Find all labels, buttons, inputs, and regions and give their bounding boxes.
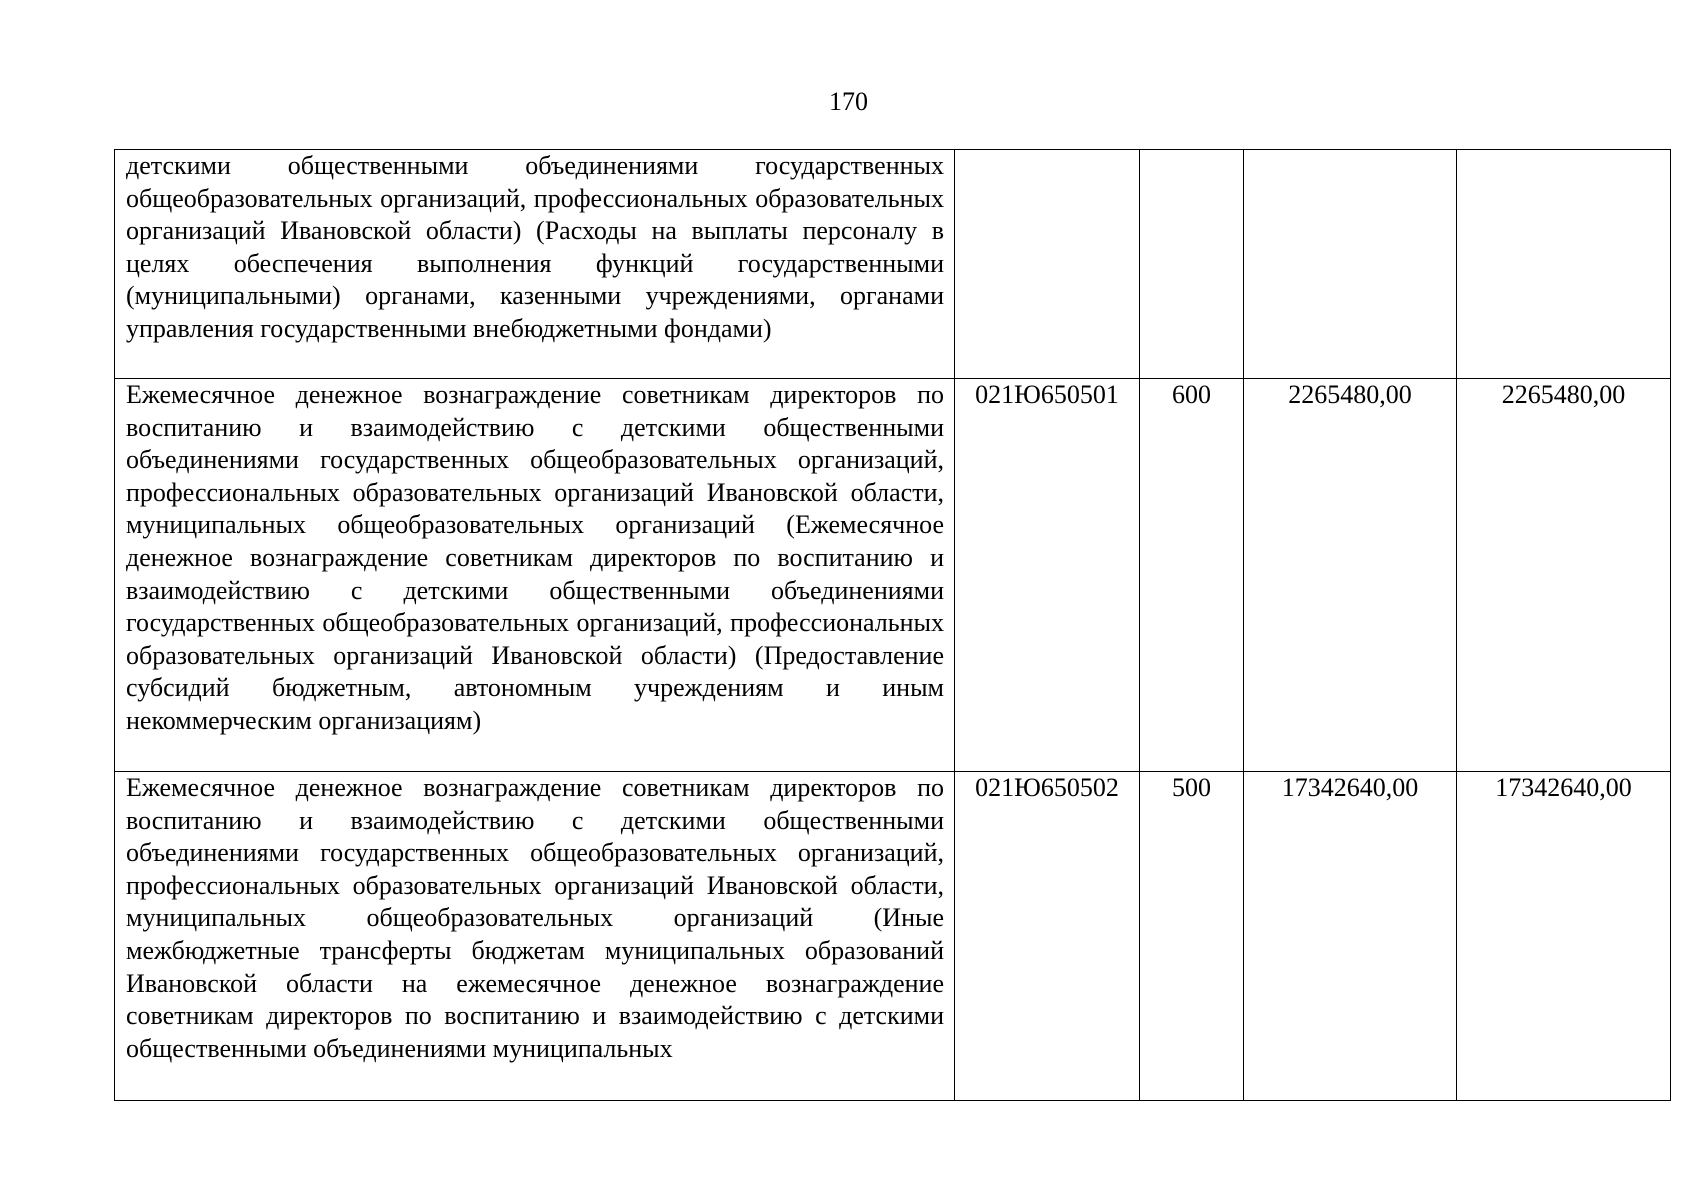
row-expense-type: 600 bbox=[1140, 379, 1244, 772]
row-expense-type: 500 bbox=[1140, 772, 1244, 1101]
row-amount-1: 17342640,00 bbox=[1244, 772, 1457, 1101]
row-code: 021Ю650502 bbox=[955, 772, 1140, 1101]
row-expense-type bbox=[1140, 150, 1244, 379]
row-amount-2 bbox=[1457, 150, 1671, 379]
budget-table bbox=[114, 149, 1671, 1101]
row-description: Ежемесячное денежное вознаграждение советникам директоров по воспитанию и взаимодействию с детскими общественными объединениями государственных общеобразовательных организаций, профессиональных образовательных организаций Ивановской области, муниципальных общеобразовательных организаций (Иные межбюджетные трансферты бюджетам муниципальных образований Ивановской области на ежемесячное денежное вознаграждение советникам директоров по воспитанию и взаимодействию с детскими общественными объединениями муниципальных bbox=[115, 772, 955, 1101]
row-amount-2: 17342640,00 bbox=[1457, 772, 1671, 1101]
row-description: Ежемесячное денежное вознаграждение советникам директоров по воспитанию и взаимодействию с детскими общественными объединениями государственных общеобразовательных организаций, профессиональных образовательных организаций Ивановской области, муниципальных общеобразовательных организаций (Ежемесячное денежное вознаграждение советникам директоров по воспитанию и взаимодействию с детскими общественными объединениями государственных общеобразовательных организаций, профессиональных образовательных организаций Ивановской области) (Предоставление субсидий бюджетным, автономным учреждениям и иным некоммерческим организациям) bbox=[115, 379, 955, 772]
row-amount-1: 2265480,00 bbox=[1244, 379, 1457, 772]
row-code: 021Ю650501 bbox=[955, 379, 1140, 772]
table-row bbox=[115, 379, 1671, 772]
table-row bbox=[115, 150, 1671, 379]
row-code bbox=[955, 150, 1140, 379]
page-number: 170 bbox=[829, 87, 868, 116]
row-description: детскими общественными объединениями государственных общеобразовательных организаций, профессиональных образовательных организаций Ивановской области) (Расходы на выплаты персоналу в целях обеспечения выполнения функций государственными (муниципальными) органами, казенными учреждениями, органами управления государственными внебюджетными фондами) bbox=[115, 150, 955, 379]
row-amount-2: 2265480,00 bbox=[1457, 379, 1671, 772]
row-amount-1 bbox=[1244, 150, 1457, 379]
table-row bbox=[115, 772, 1671, 1101]
